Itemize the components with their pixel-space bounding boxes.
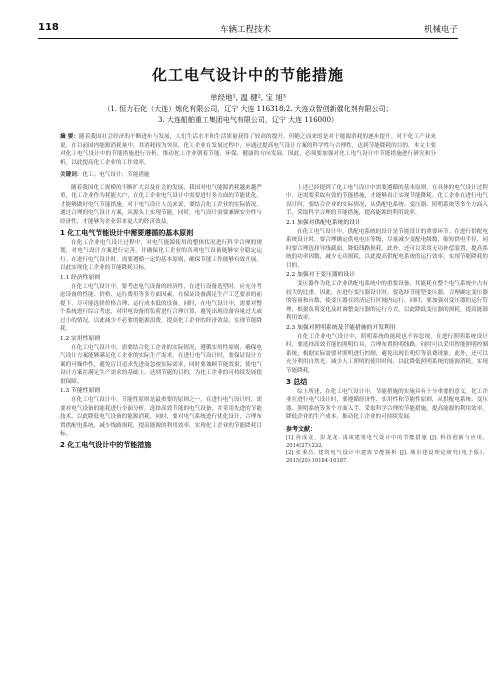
paper-title: 化工电气设计中的节能措施 — [151, 66, 344, 84]
body-paragraph: 综上所述，在化工电气设计中，节能措施的实施具有十分重要的意义。化工企业在进行电气设计时，要遵循经济性、实用性和节能性原则，从供配电系统、变压器、照明系统等多个方面入手，采取科学合理的节能措施，提高能源的利用效率，降低企业的生产成本，推动化工企业的可持续发展。 — [286, 388, 488, 421]
body-paragraph: 在化工电气设计中，供配电系统的设计是节能设计的重要环节。在进行供配电系统设计时，要合理确定供电电压等级，尽量减少变配电级数，缩短供电半径，同时要合理选择导线截面，降低线路损耗。此外，还可以采用无功补偿装置，提高系统的功率因数，减少无功损耗，以此提高供配电系统的运行效率，实现节能降耗的目的。 — [286, 229, 488, 269]
body-paragraph: 在化工企业电气设计中，照明系统的能耗也不容忽视。在进行照明系统设计时，要选择高效节能的照明灯具，合理布置照明线路，同时可以采用智能照明控制系统，根据实际需要对照明进行控制，避免出现长明灯等浪费现象。此外，还可以充分利用自然光，减少人工照明的使用时间，以此降低照明系统的能源消耗，实现节能降耗。 — [286, 333, 488, 374]
abstract — [60, 133, 436, 167]
body-paragraph: 随着我国化工规模的不断扩大以及社会的发展，我国对电气能源消耗越来越严重，化工企业作为耗能大户，在化工企业电气设计中需要进行多方面的节能优化，才能够做好电气节能措施。对于电气设计人员来说，要结合化工企业的实际情况，通过合理的电气设计方案，从源头上实现节能。同时，电气设计需要兼顾安全性与经济性，才能够为企业带来更大的经济效益。 — [60, 185, 262, 225]
body-paragraph: 在化工电气设计中，节能性原则是最重要的原则之一，在进行电气设计时，需要对电气设备的能耗进行全面分析，选择高效节能的电气设备，并采用先进的节能技术，以此降低电气设备的能源消耗。同时，要对电气系统进行优化设计，合理布置供配电系统，减少线路损耗，提高能源的利用效率，实现化工企业的节能降耗目标。 — [60, 397, 262, 437]
subsection-heading: 1.2 实用性原则 — [60, 335, 101, 342]
header-rule — [38, 38, 458, 39]
body-paragraph: 在化工电气设计中，要考虑电气设备的经济性，在进行设备选型时，应充分考虑设备的性能、价格、运行费用等多方面因素，在保证设备满足生产工艺要求的前提下，尽可能选择价格合理、运行成本低的设备。同时，在电气设计中，需要对整个系统进行综合考虑，对用电设备的负荷进行合理计算，避免出现设备容量过大或过小的情况，以此减少不必要的能源浪费，提高化工企业的经济效益，实现节能降耗。 — [60, 284, 262, 333]
running-header — [38, 20, 458, 36]
subsection-heading: 2.2 加强对于变压器的设计 — [286, 272, 356, 279]
section-name: 机械电子 — [423, 25, 458, 35]
abstract-label: 摘 要： — [60, 134, 80, 140]
left-column — [60, 184, 262, 451]
affiliation-line: 3. 大连船舶重工集团电气有限公司，辽宁 大连 116000） — [157, 116, 339, 124]
subsection-heading: 1.3 节能性原则 — [60, 387, 101, 394]
reference-item: [1] 孙成龙，彭龙龙. 浅谈建筑电气设计中的节能措施 [J]. 科技创新与应用，2014(27):232. — [286, 434, 488, 449]
subsection-heading: 2.3 加强对照明系统及节能措施的开发利用 — [286, 324, 396, 331]
body-paragraph: 变压器作为化工企业供配电系统中的重要设备，其能耗在整个电气系统中占有较大的比重。因此，在进行变压器设计时，要选择节能型变压器，合理确定变压器的容量和台数，使变压器在经济运行区域内运行。同时，要加强对变压器的运行管理，根据负荷变化及时调整变压器的运行方式，以此降低变压器的损耗，提高能源利用效率。 — [286, 281, 488, 322]
right-column — [286, 184, 488, 465]
reference-item: [2] 张秉昌. 建筑电气设计中建筑节能探析 [J]. 城市建设理论研究(电子版)，2015(20):10184-10187. — [286, 450, 488, 464]
affiliation-line: （1. 恒力石化（大连）炼化有限公司，辽宁 大连 116318;2. 大连众智创新催化剂有限公司； — [103, 105, 393, 113]
section-heading: 1 化工电气节能设计中需要遵循的基本原则 — [60, 229, 194, 238]
keywords-label: 关键词： — [60, 172, 83, 178]
abstract-text: 随着我国社会经济的不断进步与发展，人们生活水平和生活质量获得了较高的提升，但随之而来的是对于能源消耗的逐步提升。对于化工产业来说，在目前国内能源消耗量中，其消耗较为突出，化工企业在发展过程中，应通过提高电气设计方案的科学性与合理性，达到节能降耗的目的。本文主要对化工电气设计中的节能措施进行分析，推动化工企业朝着节能、环保、健康的方向发展。因此，必须要加强对化工电气设计中节能措施进行研究和分析，以此提高化工企业的工作效率。 — [60, 134, 436, 166]
journal-name: 车辆工程技术 — [220, 25, 272, 35]
references-heading: 参考文献： — [286, 425, 317, 433]
body-paragraph: 上述已经提到了化工电气设计中需要遵循的基本原则，在具体的电气设计过程中，还需要采取有效的节能措施，才能够真正实现节能降耗。化工企业在进行电气设计时，要结合企业的实际情况，从供配电系统、变压器、照明系统等多个方面入手，采取科学合理的节能措施，提高能源的利用效率。 — [286, 185, 488, 217]
section-heading: 3 总结 — [286, 377, 308, 386]
author-list: 单经地¹, 温 健², 宝 旭³ — [210, 93, 286, 102]
subsection-heading: 2.1 加强对供配电系统的设计 — [286, 219, 361, 226]
keywords — [60, 170, 436, 178]
section-heading: 2 化工电气设计中的节能措施 — [60, 441, 152, 450]
body-paragraph: 在化工企业电气设计过程中，对电气能源使用的整体状况进行科学合理的规划，对电气设计方案进行完善，并确保化工企业的各项电气设备能够安全稳定运行。在进行电气设计时，需要遵循一定的基本原则，确保节能工作能够有效开展，以此实现化工企业的节能降耗目标。 — [60, 240, 262, 272]
page-number: 118 — [38, 22, 59, 33]
body-paragraph: 在化工电气设计中，需要结合化工企业的实际情况，遵循实用性原则，确保电气设计方案能够满足化工企业的实际生产需求。在进行电气设计时，要保证设计方案的可操作性，避免盲目追求先进而忽视实际需求，同时要兼顾节能效果，使电气设计方案在满足生产需求的基础上，达到节能的目的，为化工企业的可持续发展提供保障。 — [60, 344, 262, 385]
keywords-text: 化工；电气设计；节能措施 — [82, 172, 150, 178]
subsection-heading: 1.1 经济性原则 — [60, 274, 101, 281]
